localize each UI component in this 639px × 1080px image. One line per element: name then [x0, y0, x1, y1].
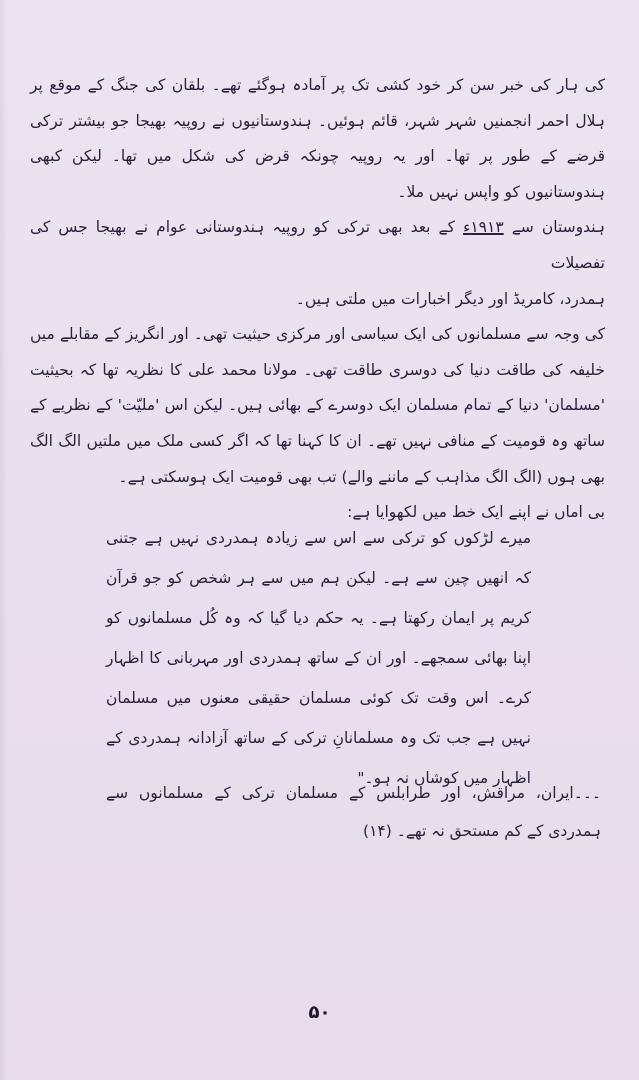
paragraph-letter-intro: بی اماں نے اپنے ایک خط میں لکھوایا ہے:: [347, 503, 605, 522]
main-text: [30, 68, 605, 531]
remittance-after: کے بعد بھی ترکی کو روپیہ ہندوستانی عوام نے بھیجا جس کی تفصیلات: [30, 218, 605, 272]
paragraph-remittance: [30, 210, 605, 281]
paragraph-balkan-war: کی ہار کی خبر سن کر خود کشی تک پر آمادہ ہوگئے تھے۔ بلقان کی جنگ کے موقع پر ہلال احمر انجمنیں شہر شہر، قائم ہوئیں۔ ہندوستانیوں نے روپیہ بھیجا جو بیشتر ترکی قرضے کے طور پر تھا۔ اور یہ روپیہ چونکہ قرض کی شکل میں تھا۔ لیکن کبھی ہندوستانیوں کو واپس نہیں ملا۔: [30, 76, 605, 201]
underlined-year: ۱۹۱۳ء: [463, 218, 504, 237]
paragraph-muslim-unity: کی وجہ سے مسلمانوں کی ایک سیاسی اور مرکزی حیثیت تھی۔ اور انگریز کے مقابلے میں خلیفہ کی طاقت دنیا کی دوسری طاقت تھی۔ مولانا محمد علی کا نظریہ تھا کہ بحیثیت 'مسلمان' دنیا کے تمام مسلمان ایک دوسرے کے بھائی ہیں۔ لیکن اس 'ملیّت' کے نظریے کے ساتھ وہ قومیت کے منافی نہیں تھے۔ ان کا کہنا تھا کہ اگر کسی ملک میں ملتیں الگ الگ بھی ہوں (الگ الگ مذاہب کے ماننے والے) تب بھی قومیت ایک ہوسکتی ہے۔: [30, 325, 605, 486]
after-quote-paragraph: ۔۔۔ایران، مراقش، اور طرابلس کے مسلمان ترکی کے مسلمانوں سے ہمدردی کے کم مستحق نہ تھے۔ (۱۴): [106, 784, 601, 840]
remittance-before: ہندوستان سے: [503, 218, 605, 237]
block-quote: [106, 518, 531, 798]
page-edge-shadow: [0, 0, 8, 1080]
after-quote-text: [106, 774, 601, 850]
paragraph-newspapers: ہمدرد، کامریڈ اور دیگر اخبارات میں ملتی ہیں۔: [295, 289, 605, 308]
page-number: ۵۰: [308, 1002, 331, 1023]
quote-text: میرے لڑکوں کو ترکی سے اس سے زیادہ ہمدردی نہیں ہے جتنی کہ انھیں چین سے ہے۔ لیکن ہم میں سے ہر شخص کو جو قرآن کریم پر ایمان رکھتا ہے۔ یہ حکم دیا گیا کہ وہ کُل مسلمانوں کو اپنا بھائی سمجھے۔ اور ان کے ساتھ ہمدردی اور مہربانی کا اظہار کرے۔ اس وقت تک کوئی مسلمان حقیقی معنوں میں مسلمان نہیں ہے جب تک وہ مسلمانانِ ترکی کے ساتھ آزادانہ ہمدردی کے اظہار میں کوشاں نہ ہو۔": [106, 529, 531, 787]
